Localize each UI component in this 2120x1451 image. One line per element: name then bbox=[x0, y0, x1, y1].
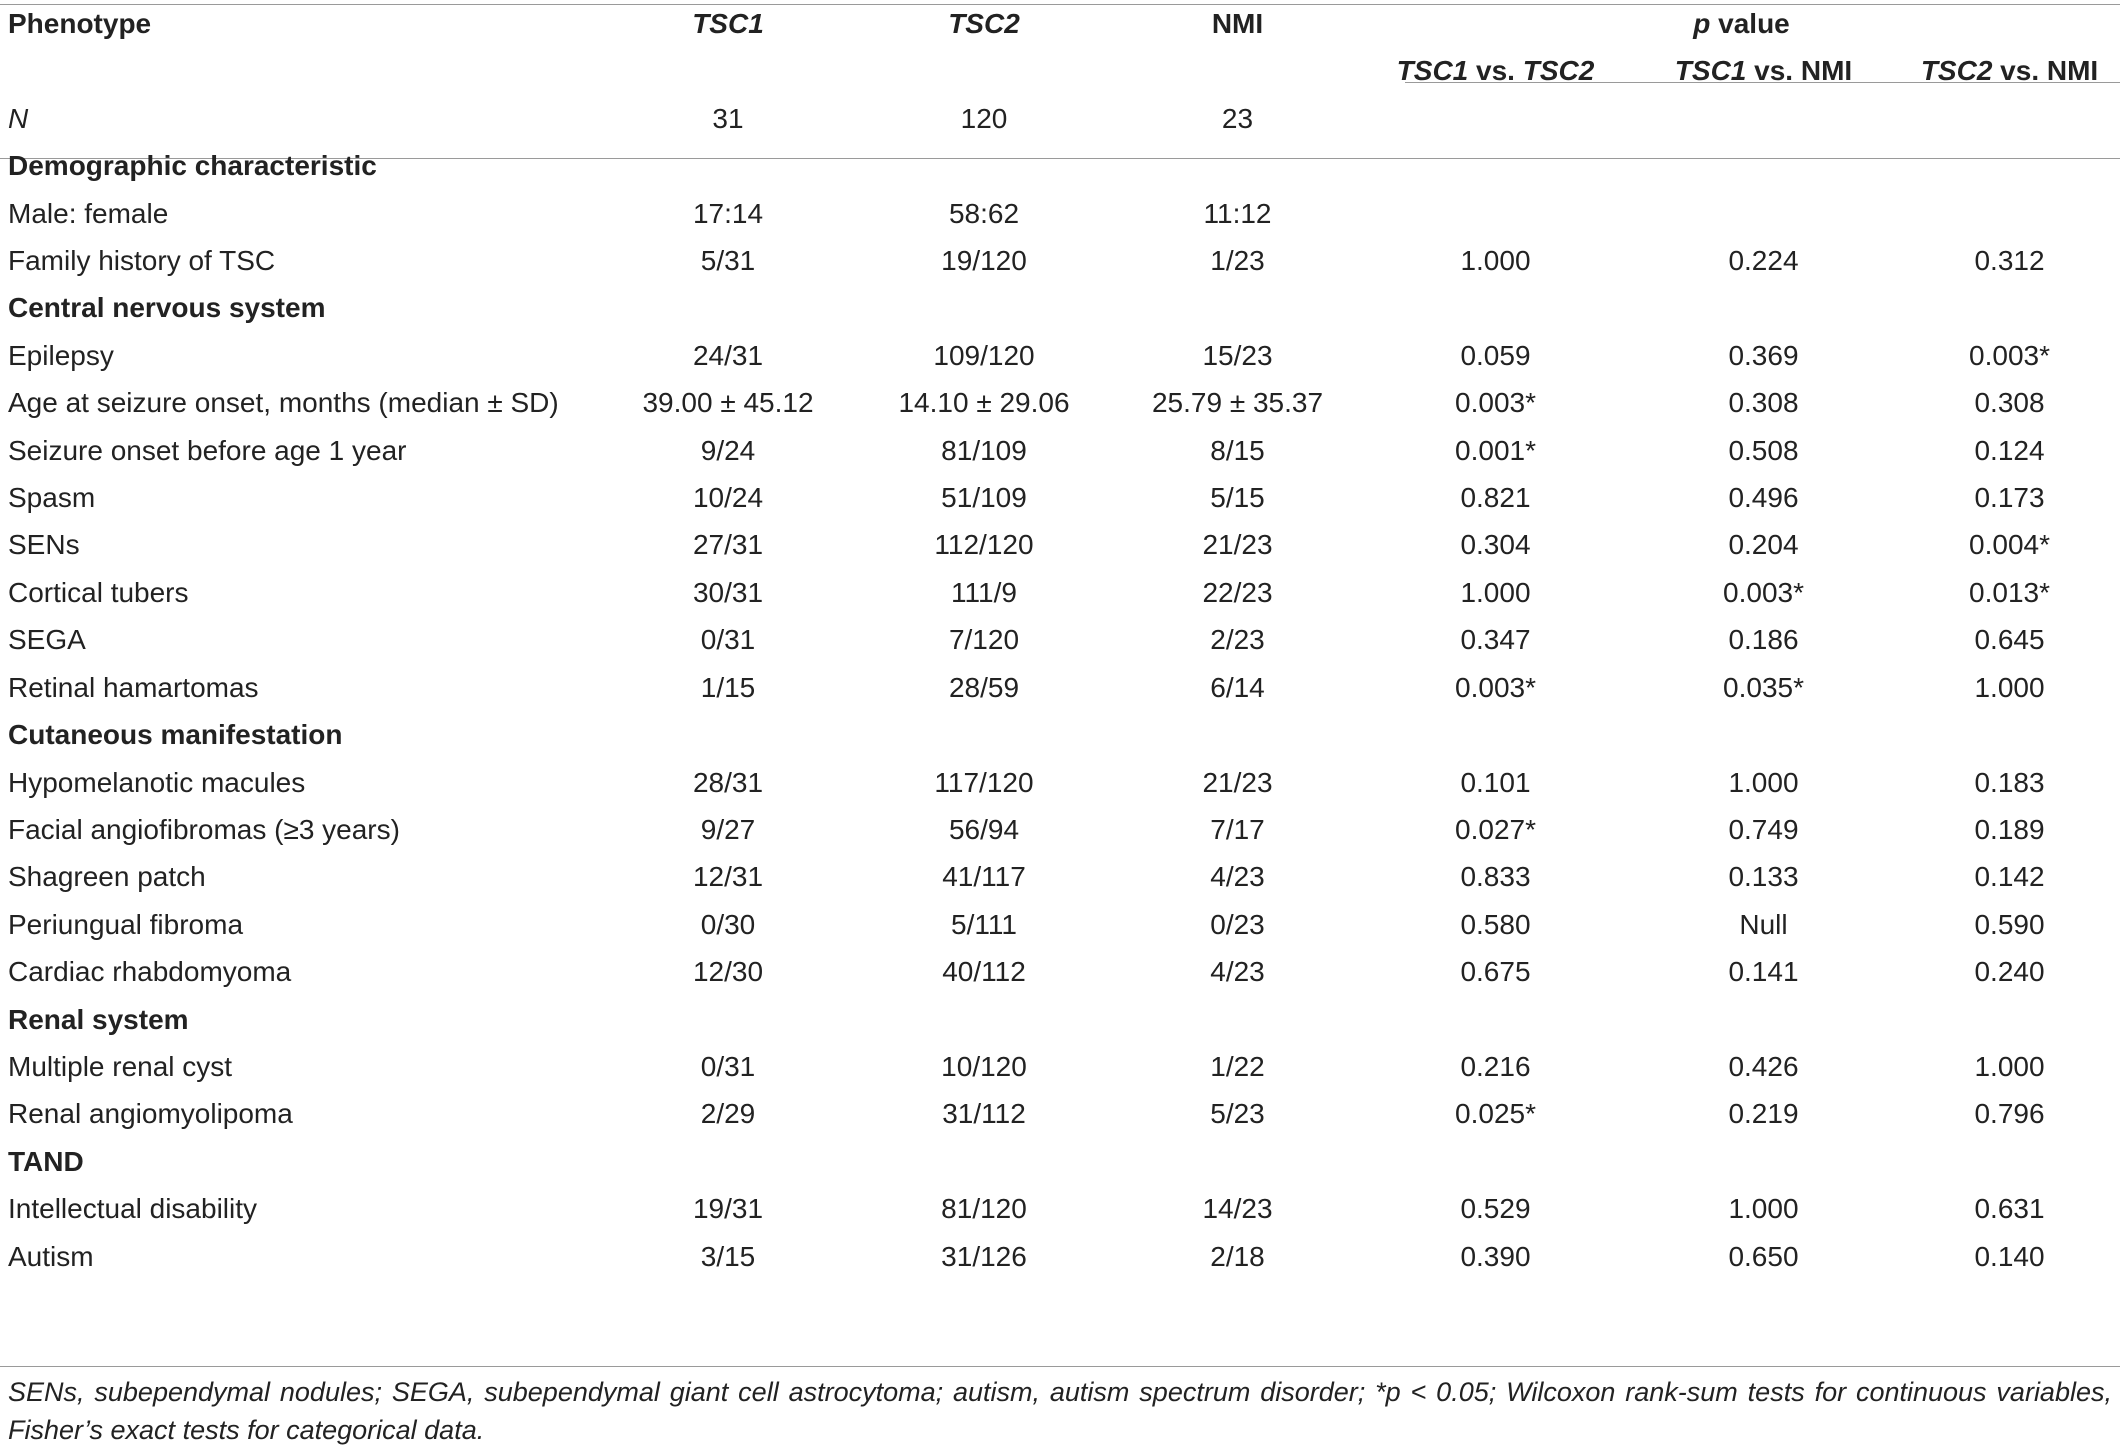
cell-tsc1: 27/31 bbox=[692, 529, 764, 561]
bottom-rule bbox=[0, 1366, 2120, 1367]
cell-tsc2: 7/120 bbox=[948, 624, 1020, 656]
section-title: TAND bbox=[8, 1145, 84, 1177]
cell-p-tsc1-vs-tsc2: 0.027* bbox=[1455, 813, 1536, 845]
cell-nmi: 4/23 bbox=[1210, 956, 1265, 988]
cell-p-tsc1-vs-nmi bbox=[1628, 190, 1899, 237]
table-row bbox=[0, 237, 2120, 284]
cell-nmi: 1/23 bbox=[1210, 245, 1265, 277]
cell-nmi: 25.79 ± 35.37 bbox=[1151, 387, 1324, 419]
table-row bbox=[0, 1185, 2120, 1232]
cell-nmi: 11:12 bbox=[1203, 197, 1272, 229]
subheader-term: vs. NMI bbox=[1992, 55, 2099, 87]
cell-p-tsc2-vs-nmi: 0.312 bbox=[1974, 245, 2045, 277]
cell-p-tsc1-vs-tsc2: 0.304 bbox=[1460, 529, 1531, 561]
cell-p-tsc1-vs-nmi: 0.650 bbox=[1728, 1240, 1799, 1272]
cell-p-tsc1-vs-nmi: 0.003* bbox=[1723, 576, 1804, 608]
table-row bbox=[0, 379, 2120, 426]
cell-p-tsc1-vs-nmi: 0.308 bbox=[1728, 387, 1799, 419]
cell-tsc1: 0/30 bbox=[700, 908, 756, 940]
cell-p-tsc2-vs-nmi: 0.173 bbox=[1974, 482, 2045, 514]
row-label: Facial angiofibromas (≥3 years) bbox=[8, 813, 400, 845]
cell-tsc1: 3/15 bbox=[700, 1240, 756, 1272]
cell-tsc2: 5/111 bbox=[951, 908, 1017, 940]
subheader-tsc1-vs-nmi bbox=[1628, 47, 1899, 94]
cell-tsc1: 19/31 bbox=[692, 1193, 764, 1225]
cell-p-tsc2-vs-nmi: 0.004* bbox=[1969, 529, 2050, 561]
row-label: Male: female bbox=[8, 197, 169, 229]
cell-p-tsc1-vs-tsc2: 0.001* bbox=[1455, 434, 1536, 466]
cell-p-tsc1-vs-tsc2: 0.101 bbox=[1460, 766, 1531, 798]
cell-p-tsc1-vs-nmi: Null bbox=[1739, 908, 1788, 940]
subheader-term: TSC2 bbox=[1522, 55, 1595, 87]
cell-p-tsc1-vs-tsc2: 1.000 bbox=[1460, 245, 1531, 277]
row-label: Family history of TSC bbox=[8, 245, 276, 277]
row-label: Shagreen patch bbox=[8, 861, 206, 893]
row-label: Cortical tubers bbox=[8, 576, 189, 608]
cell-tsc2: 41/117 bbox=[942, 861, 1026, 893]
table-row bbox=[0, 853, 2120, 900]
cell-nmi: 14/23 bbox=[1202, 1193, 1273, 1225]
row-label: Age at seizure onset, months (median ± SD) bbox=[8, 387, 559, 419]
cell-p-tsc1-vs-tsc2: 0.833 bbox=[1460, 861, 1531, 893]
cell-tsc2: 117/120 bbox=[934, 766, 1034, 798]
cell-p-tsc1-vs-nmi: 1.000 bbox=[1728, 1193, 1799, 1225]
cell-tsc1: 5/31 bbox=[700, 245, 756, 277]
cell-p-tsc1-vs-nmi: 0.133 bbox=[1728, 861, 1799, 893]
cell-tsc2: 112/120 bbox=[934, 529, 1034, 561]
cell-tsc1: 39.00 ± 45.12 bbox=[642, 387, 814, 419]
table-row bbox=[0, 427, 2120, 474]
cell-p-tsc2-vs-nmi: 0.189 bbox=[1974, 813, 2045, 845]
cell-tsc2: 109/120 bbox=[933, 339, 1035, 371]
row-label: Autism bbox=[8, 1240, 94, 1272]
cell-tsc2: 28/59 bbox=[948, 671, 1020, 703]
cell-p-tsc1-vs-nmi: 0.369 bbox=[1728, 339, 1799, 371]
cell-tsc2: 10/120 bbox=[941, 1050, 1027, 1082]
row-label: Epilepsy bbox=[8, 339, 114, 371]
subheader-empty bbox=[1112, 47, 1363, 94]
table-row bbox=[0, 901, 2120, 948]
cell-nmi: 21/23 bbox=[1202, 529, 1273, 561]
row-label: Multiple renal cyst bbox=[8, 1050, 233, 1082]
cell-p-tsc1-vs-nmi: 0.186 bbox=[1728, 624, 1799, 656]
cell-nmi: 2/23 bbox=[1210, 624, 1265, 656]
cell-p-tsc1-vs-tsc2 bbox=[1363, 95, 1628, 142]
header-pvalue-rest: value bbox=[1710, 8, 1790, 39]
table-row bbox=[0, 1090, 2120, 1137]
cell-tsc1: 0/31 bbox=[700, 1050, 756, 1082]
row-label: Retinal hamartomas bbox=[8, 671, 259, 703]
subheader-tsc1-vs-tsc2 bbox=[1363, 47, 1628, 94]
table-row bbox=[0, 95, 2120, 142]
subheader-empty bbox=[0, 47, 600, 94]
cell-tsc1: 9/27 bbox=[700, 813, 756, 845]
cell-nmi: 0/23 bbox=[1210, 908, 1265, 940]
table-row bbox=[0, 806, 2120, 853]
cell-tsc1: 17:14 bbox=[692, 197, 764, 229]
cell-p-tsc1-vs-tsc2: 0.003* bbox=[1455, 671, 1536, 703]
subheader-empty bbox=[600, 47, 856, 94]
cell-p-tsc2-vs-nmi: 0.142 bbox=[1974, 861, 2045, 893]
table-row bbox=[0, 1233, 2120, 1280]
cell-tsc1: 1/15 bbox=[700, 671, 756, 703]
cell-p-tsc1-vs-tsc2 bbox=[1363, 190, 1628, 237]
table-row bbox=[0, 190, 2120, 237]
table-row bbox=[0, 474, 2120, 521]
cell-p-tsc2-vs-nmi: 0.308 bbox=[1974, 387, 2045, 419]
section-title: Central nervous system bbox=[8, 292, 326, 324]
cell-nmi: 22/23 bbox=[1202, 576, 1273, 608]
cell-tsc1: 31 bbox=[712, 102, 744, 134]
cell-tsc1: 12/31 bbox=[692, 861, 764, 893]
row-label: SENs bbox=[8, 529, 80, 561]
cell-tsc1: 24/31 bbox=[692, 339, 764, 371]
row-label: Seizure onset before age 1 year bbox=[8, 434, 407, 466]
table-row bbox=[0, 569, 2120, 616]
cell-nmi: 5/23 bbox=[1210, 1098, 1265, 1130]
cell-tsc2: 56/94 bbox=[948, 813, 1020, 845]
cell-p-tsc1-vs-nmi: 0.035* bbox=[1723, 671, 1804, 703]
subheader-term: vs. NMI bbox=[1746, 55, 1853, 87]
cell-p-tsc2-vs-nmi: 0.240 bbox=[1974, 956, 2045, 988]
cell-tsc2: 81/109 bbox=[941, 434, 1027, 466]
cell-p-tsc1-vs-tsc2: 0.529 bbox=[1460, 1193, 1531, 1225]
cell-p-tsc2-vs-nmi bbox=[1899, 95, 2120, 142]
cell-tsc1: 0/31 bbox=[700, 624, 756, 656]
row-label: N bbox=[8, 102, 29, 134]
table-row bbox=[0, 664, 2120, 711]
subheader-tsc2-vs-nmi bbox=[1899, 47, 2120, 94]
cell-p-tsc2-vs-nmi: 0.003* bbox=[1969, 339, 2050, 371]
cell-p-tsc1-vs-tsc2: 0.821 bbox=[1460, 482, 1531, 514]
table-row bbox=[0, 759, 2120, 806]
cell-p-tsc2-vs-nmi: 1.000 bbox=[1974, 1050, 2045, 1082]
cell-nmi: 21/23 bbox=[1202, 766, 1273, 798]
cell-tsc2: 19/120 bbox=[941, 245, 1027, 277]
cell-tsc2: 31/126 bbox=[941, 1240, 1027, 1272]
header-tsc1: TSC1 bbox=[692, 8, 764, 39]
cell-p-tsc1-vs-tsc2: 1.000 bbox=[1460, 576, 1531, 608]
table-row bbox=[0, 332, 2120, 379]
table-row bbox=[0, 948, 2120, 995]
cell-p-tsc2-vs-nmi: 0.631 bbox=[1974, 1193, 2045, 1225]
cell-p-tsc1-vs-tsc2: 0.216 bbox=[1460, 1050, 1531, 1082]
subheader-term: TSC1 bbox=[1674, 55, 1747, 87]
cell-nmi: 2/18 bbox=[1210, 1240, 1265, 1272]
subheader-row bbox=[0, 47, 2120, 94]
table-row bbox=[0, 616, 2120, 663]
section-row bbox=[0, 711, 2120, 758]
cell-p-tsc1-vs-tsc2: 0.003* bbox=[1455, 387, 1536, 419]
cell-p-tsc2-vs-nmi: 0.124 bbox=[1974, 434, 2045, 466]
section-title: Renal system bbox=[8, 1003, 189, 1035]
cell-p-tsc1-vs-nmi: 0.224 bbox=[1728, 245, 1799, 277]
cell-tsc2: 120 bbox=[960, 102, 1008, 134]
cell-p-tsc1-vs-nmi bbox=[1628, 95, 1899, 142]
cell-nmi: 8/15 bbox=[1210, 434, 1265, 466]
cell-tsc1: 30/31 bbox=[692, 576, 764, 608]
cell-p-tsc2-vs-nmi: 0.645 bbox=[1974, 624, 2045, 656]
cell-p-tsc1-vs-tsc2: 0.675 bbox=[1460, 956, 1531, 988]
cell-p-tsc1-vs-nmi: 0.508 bbox=[1728, 434, 1799, 466]
section-row bbox=[0, 142, 2120, 189]
section-row bbox=[0, 284, 2120, 331]
cell-p-tsc1-vs-tsc2: 0.347 bbox=[1460, 624, 1531, 656]
cell-nmi: 6/14 bbox=[1210, 671, 1265, 703]
cell-tsc2: 31/112 bbox=[942, 1098, 1026, 1130]
subheader-term: TSC2 bbox=[1920, 55, 1993, 87]
table-row bbox=[0, 521, 2120, 568]
cell-p-tsc1-vs-tsc2: 0.059 bbox=[1460, 339, 1531, 371]
cell-p-tsc2-vs-nmi: 0.590 bbox=[1974, 908, 2045, 940]
section-title: Demographic characteristic bbox=[8, 150, 377, 182]
cell-p-tsc1-vs-nmi: 0.426 bbox=[1728, 1050, 1799, 1082]
cell-p-tsc1-vs-nmi: 0.141 bbox=[1728, 956, 1799, 988]
header-tsc2: TSC2 bbox=[948, 8, 1020, 39]
cell-nmi: 15/23 bbox=[1202, 339, 1273, 371]
cell-tsc1: 2/29 bbox=[700, 1098, 756, 1130]
subheader-term: vs. bbox=[1468, 55, 1523, 87]
row-label: Hypomelanotic macules bbox=[8, 766, 306, 798]
cell-nmi: 5/15 bbox=[1210, 482, 1265, 514]
section-row bbox=[0, 996, 2120, 1043]
section-title: Cutaneous manifestation bbox=[8, 719, 343, 751]
header-phenotype: Phenotype bbox=[8, 8, 152, 39]
cell-p-tsc1-vs-nmi: 1.000 bbox=[1728, 766, 1799, 798]
cell-p-tsc2-vs-nmi: 0.140 bbox=[1974, 1240, 2045, 1272]
row-label: Spasm bbox=[8, 482, 96, 514]
cell-tsc2: 40/112 bbox=[942, 956, 1026, 988]
cell-p-tsc2-vs-nmi: 1.000 bbox=[1974, 671, 2045, 703]
cell-tsc1: 28/31 bbox=[692, 766, 764, 798]
cell-p-tsc1-vs-tsc2: 0.390 bbox=[1460, 1240, 1531, 1272]
header-nmi: NMI bbox=[1211, 8, 1264, 39]
row-label: Intellectual disability bbox=[8, 1193, 258, 1225]
cell-p-tsc1-vs-tsc2: 0.025* bbox=[1455, 1098, 1536, 1130]
cell-p-tsc2-vs-nmi: 0.013* bbox=[1969, 576, 2050, 608]
cell-tsc2: 51/109 bbox=[941, 482, 1027, 514]
cell-tsc2: 58:62 bbox=[948, 197, 1020, 229]
row-label: SEGA bbox=[8, 624, 86, 656]
cell-p-tsc2-vs-nmi: 0.183 bbox=[1974, 766, 2045, 798]
header-row bbox=[0, 0, 2120, 47]
cell-nmi: 4/23 bbox=[1210, 861, 1265, 893]
cell-nmi: 7/17 bbox=[1210, 813, 1265, 845]
cell-p-tsc1-vs-nmi: 0.204 bbox=[1728, 529, 1799, 561]
cell-p-tsc1-vs-nmi: 0.219 bbox=[1728, 1098, 1799, 1130]
cell-p-tsc1-vs-tsc2: 0.580 bbox=[1460, 908, 1531, 940]
cell-tsc2: 81/120 bbox=[941, 1193, 1027, 1225]
row-label: Periungual fibroma bbox=[8, 908, 244, 940]
row-label: Cardiac rhabdomyoma bbox=[8, 956, 292, 988]
section-row bbox=[0, 1138, 2120, 1185]
cell-p-tsc2-vs-nmi: 0.796 bbox=[1974, 1098, 2045, 1130]
cell-tsc2: 14.10 ± 29.06 bbox=[898, 387, 1070, 419]
cell-tsc1: 12/30 bbox=[692, 956, 764, 988]
cell-nmi: 23 bbox=[1221, 102, 1254, 134]
cell-tsc1: 10/24 bbox=[692, 482, 764, 514]
cell-p-tsc1-vs-nmi: 0.749 bbox=[1728, 813, 1799, 845]
subheader-term: TSC1 bbox=[1396, 55, 1469, 87]
table-row bbox=[0, 1043, 2120, 1090]
cell-nmi: 1/22 bbox=[1210, 1050, 1265, 1082]
cell-tsc1: 9/24 bbox=[700, 434, 756, 466]
subheader-empty bbox=[856, 47, 1112, 94]
cell-p-tsc2-vs-nmi bbox=[1899, 190, 2120, 237]
cell-tsc2: 111/9 bbox=[951, 576, 1017, 608]
header-pvalue bbox=[1363, 0, 2120, 47]
table-footnote: SENs, subependymal nodules; SEGA, subependymal giant cell astrocytoma; autism, autism spectrum disorder; *p < 0.05; Wilcoxon rank-sum tests for continuous variables, Fisher’s exact tests for categorical data. bbox=[8, 1377, 2112, 1445]
header-pvalue-p: p bbox=[1693, 8, 1711, 39]
row-label: Renal angiomyolipoma bbox=[8, 1098, 293, 1130]
cell-p-tsc1-vs-nmi: 0.496 bbox=[1728, 482, 1799, 514]
